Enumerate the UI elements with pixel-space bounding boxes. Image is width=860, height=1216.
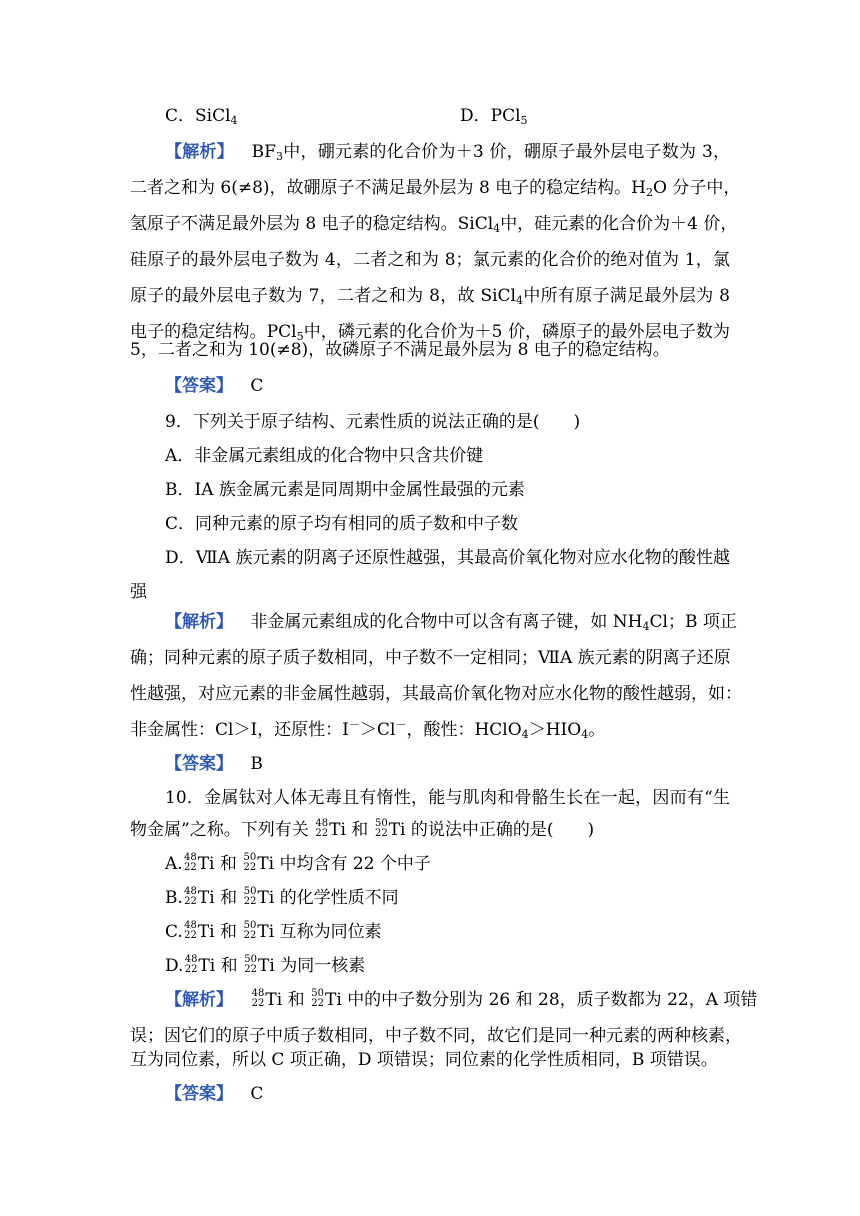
- q10-answer: 【答案】 C: [165, 1084, 264, 1104]
- ti-48-nuclide: 48 22: [251, 988, 265, 1009]
- q10-option-c: C. 48 22 Ti 和 50 22 Ti 互称为同位素: [165, 920, 382, 942]
- ti-50-nuclide: 50 22: [243, 852, 257, 873]
- q9-option-b: B．ⅠA 族金属元素是同周期中金属性最强的元素: [165, 480, 525, 500]
- q9-analysis-line-3: 性越强，对应元素的非金属性越弱，其最高价氧化物对应水化物的酸性越弱，如：: [130, 684, 742, 704]
- answer-tag: 【答案】: [165, 1084, 233, 1104]
- q9-stem: 9．下列关于原子结构、元素性质的说法正确的是( ): [165, 412, 581, 432]
- q9-option-a: A．非金属元素组成的化合物中只含共价键: [165, 446, 484, 466]
- q8-option-c: C．SiCl$_4$ D．PCl$_5$: [165, 106, 528, 127]
- q10-option-a: A. 48 22 Ti 和 50 22 Ti 中均含有 22 个中子: [165, 852, 431, 874]
- answer-tag: 【答案】: [165, 754, 233, 774]
- ti-48-nuclide: 48 22: [184, 886, 197, 907]
- q10-option-b: B. 48 22 Ti 和 50 22 Ti 的化学性质不同: [165, 886, 399, 908]
- q8-analysis-line-6: 电子的稳定结构。PCl$_5$中，磷元素的化合价为＋5 价，磷原子的最外层电子数为: [130, 322, 730, 343]
- answer-tag: 【答案】: [165, 376, 233, 396]
- q9-option-d-line-1: D．ⅦA 族元素的阴离子还原性越强，其最高价氧化物对应水化物的酸性越: [165, 548, 730, 568]
- ti-48-nuclide: 48 22: [183, 852, 197, 873]
- ti-50-nuclide: 50 22: [243, 886, 257, 907]
- q8-analysis-line-2: 二者之和为 6(≠8)，故硼原子不满足最外层为 8 电子的稳定结构。$H_2O$ 分子中，: [130, 178, 741, 199]
- ti-48-nuclide: 48 22: [184, 954, 198, 975]
- ti-48-nuclide: 48 22: [315, 818, 329, 839]
- q10-stem-line-2: 物金属”之称。下列有关 48 22 Ti 和 50 22 Ti 的说法中正确的是( ): [130, 818, 595, 840]
- q9-analysis-line-1: 【解析】 非金属元素组成的化合物中可以含有离子键，如 $NH_4Cl$；B 项正: [165, 612, 737, 633]
- q8-answer: 【答案】 C: [165, 376, 264, 396]
- q8-analysis-line-4: 硅原子的最外层电子数为 4，二者之和为 8；氯元素的化合价的绝对值为 1，氯: [130, 250, 730, 270]
- q10-analysis-line-1: 【解析】 48 22 Ti 和 50 22 Ti 中的中子数分别为 26 和 28，质子数都为 22，A 项错: [165, 988, 758, 1010]
- q8-analysis-line-7: 5，二者之和为 10(≠8)，故磷原子不满足最外层为 8 电子的稳定结构。: [130, 340, 670, 360]
- q10-option-d: D. 48 22 Ti 和 50 22 Ti 为同一核素: [165, 954, 366, 976]
- q9-analysis-line-4: 非金属性：Cl＞I，还原性：I－＞Cl－，酸性：$HClO_4>HIO_4$。: [130, 718, 606, 741]
- q10-analysis-line-3: 互为同位素，所以 C 项正确，D 项错误；同位素的化学性质相同，B 项错误。: [130, 1050, 718, 1070]
- q8-analysis-line-1: 【解析】 $BF_3$中，硼元素的化合价为＋3 价，硼原子最外层电子数为 3，: [165, 142, 730, 163]
- analysis-tag: 【解析】: [165, 612, 233, 632]
- analysis-tag: 【解析】: [165, 142, 234, 162]
- ti-50-nuclide: 50 22: [244, 954, 258, 975]
- ti-50-nuclide: 50 22: [311, 988, 324, 1009]
- q8-analysis-line-3: 氢原子不满足最外层为 8 电子的稳定结构。SiCl$_4$中，硅元素的化合价为＋4 价，: [130, 214, 738, 235]
- q9-option-c: C．同种元素的原子均有相同的质子数和中子数: [165, 514, 519, 534]
- ti-50-nuclide: 50 22: [374, 818, 388, 839]
- q8-option-d: D．PCl$_5$: [460, 106, 528, 127]
- ti-48-nuclide: 48 22: [184, 920, 197, 941]
- ti-50-nuclide: 50 22: [243, 920, 257, 941]
- q9-answer: 【答案】 B: [165, 754, 263, 774]
- q8-analysis-line-5: 原子的最外层电子数为 7，二者之和为 8，故 SiCl$_4$中所有原子满足最外层为 8: [130, 286, 730, 307]
- q9-option-d-line-2: 强: [130, 582, 147, 602]
- q10-analysis-line-2: 误；因它们的原子中质子数相同，中子数不同，故它们是同一种元素的两种核素，: [130, 1026, 742, 1046]
- q10-stem-line-1: 10．金属钛对人体无毒且有惰性，能与肌肉和骨骼生长在一起，因而有“生: [165, 788, 730, 808]
- q9-analysis-line-2: 确；同种元素的原子质子数相同，中子数不一定相同；ⅦA 族元素的阴离子还原: [130, 648, 731, 668]
- analysis-tag: 【解析】: [165, 990, 233, 1010]
